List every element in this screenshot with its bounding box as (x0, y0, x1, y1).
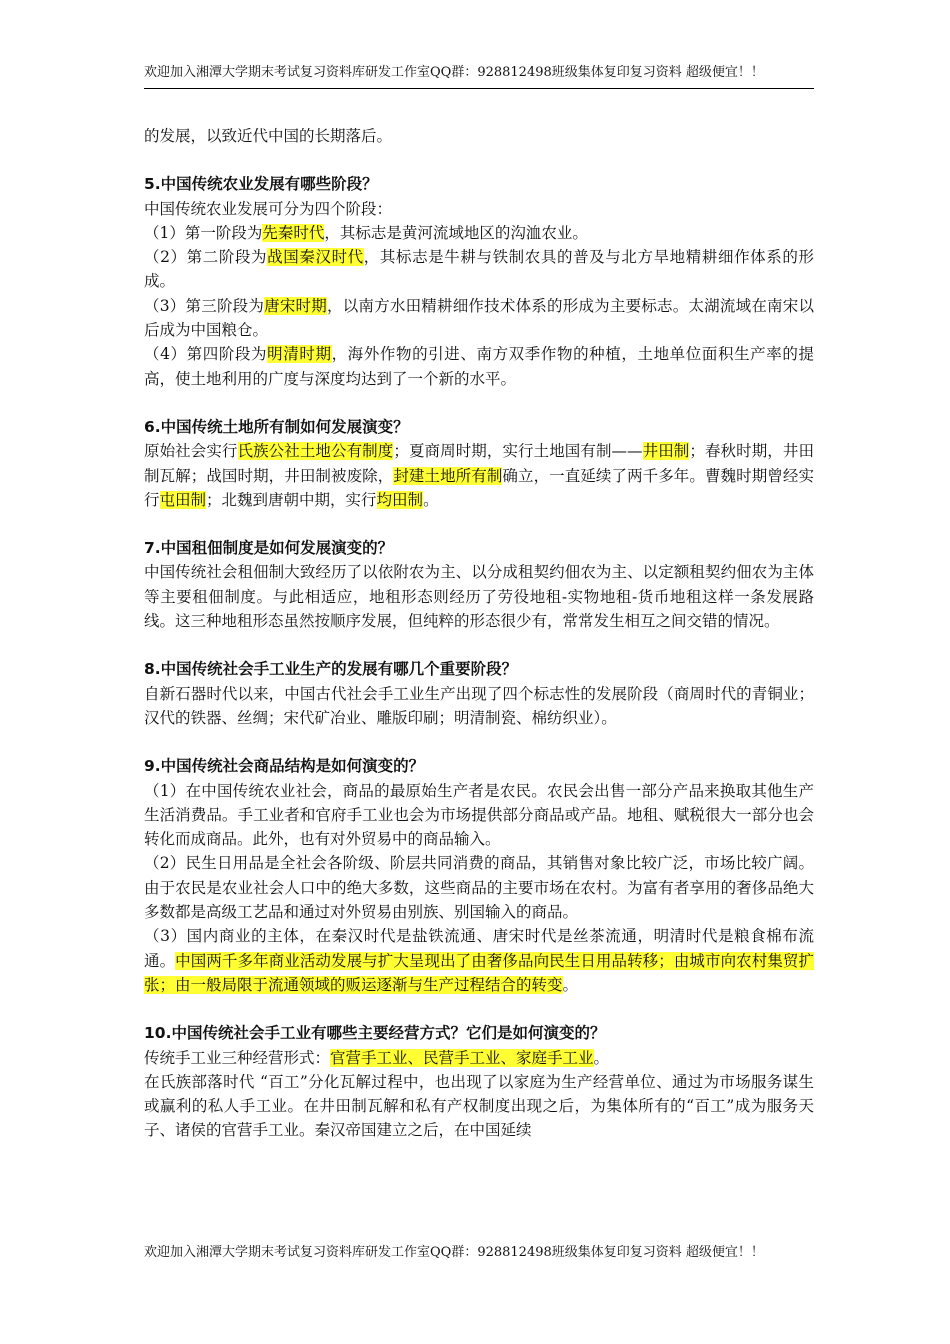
intro-paragraph: 的发展，以致近代中国的长期落后。 (144, 127, 393, 145)
body-text: （2）第二阶段为 (144, 248, 268, 267)
body-text: （2）民生日用品是全社会各阶级、阶层共同消费的商品，其销售对象比较广泛，市场比较广阔。由于农民是农业社会人口中的绝大多数，这些商品的主要市场在农村。为富有者享用的奢侈品绝大多数都是高级工艺品和通过对外贸易由别族、别国输入的商品。 (144, 854, 814, 922)
sections-container (144, 172, 814, 1142)
page-header: 欢迎加入湘潭大学期末考试复习资料库研发工作室QQ群：928812498班级集体复印复习资料 超级便宜！！ (144, 64, 814, 89)
highlighted-text: 屯田制 (159, 490, 207, 509)
highlighted-text: 明清时期 (267, 345, 332, 364)
section-paragraph (144, 197, 814, 221)
highlighted-text: 井田制 (642, 442, 690, 461)
highlighted-text: 均田制 (376, 490, 424, 509)
section-paragraph (144, 924, 814, 997)
body-text: ，其标志是黄河流域地区的沟洫农业。 (324, 223, 588, 242)
highlighted-text: 氏族公社土地公有制度 (237, 442, 394, 461)
document-body (144, 124, 814, 1143)
body-text: 自新石器时代以来，中国古代社会手工业生产出现了四个标志性的发展阶段（商周时代的青铜业；汉代的铁器、丝绸；宋代矿冶业、雕版印刷；明清制瓷、棉纺织业）。 (144, 684, 814, 727)
section-heading: 7.中国租佃制度是如何发展演变的？ (144, 539, 394, 558)
body-text: 确立，一直延续了两千多年。曹魏时期曾经实行 (144, 466, 814, 509)
body-text: 在氏族部落时代 “百工”分化瓦解过程中，也出现了以家庭为生产经营单位、通过为市场服务谋生或赢利的私人手工业。在井田制瓦解和私有产权制度出现之后，为集体所有的“百工”成为服务天子、诸侯的官营手工业。秦汉帝国建立之后，在中国延续 (144, 1072, 814, 1140)
section-heading: 8.中国传统社会手工业生产的发展有哪几个重要阶段？ (144, 660, 518, 679)
body-text: 传统手工业三种经营形式： (144, 1048, 331, 1067)
section-paragraph (144, 851, 814, 924)
section-paragraph (144, 1070, 814, 1143)
body-text: （1）第一阶段为 (144, 223, 263, 242)
section-heading: 5.中国传统农业发展有哪些阶段？ (144, 175, 378, 194)
section-heading: 10.中国传统社会手工业有哪些主要经营方式？它们是如何演变的？ (144, 1024, 606, 1043)
highlighted-text: 唐宋时期 (264, 296, 327, 315)
body-text: （4）第四阶段为 (144, 345, 268, 364)
section-paragraph (144, 560, 814, 633)
page-footer: 欢迎加入湘潭大学期末考试复习资料库研发工作室QQ群：928812498班级集体复印复习资料 超级便宜！！ (144, 1245, 764, 1260)
body-text: ，海外作物的引进、南方双季作物的种植，土地单位面积生产率的提高，使土地利用的广度与深度均达到了一个新的水平。 (144, 345, 814, 388)
body-text: （1）在中国传统农业社会，商品的最原始生产者是农民。农民会出售一部分产品来换取其他生产生活消费品。手工业者和官府手工业也会为市场提供部分商品或产品。地租、赋税很大一部分也会转化而成商品。此外，也有对外贸易中的商品输入。 (144, 781, 814, 849)
body-text: 。 (593, 1048, 610, 1067)
section-heading: 9.中国传统社会商品结构是如何演变的？ (144, 757, 425, 776)
body-text: 中国传统社会租佃制大致经历了以依附农为主、以分成租契约佃农为主、以定额租契约佃农为主体等主要租佃制度。与此相适应，地租形态则经历了劳役地租-实物地租-货币地租这样一条发展路线。这三种地租形态虽然按顺序发展，但纯粹的形态很少有，常常发生相互之间交错的情况。 (144, 563, 814, 631)
body-text: ，其标志是牛耕与铁制农具的普及与北方旱地精耕细作体系的形成。 (144, 248, 814, 291)
body-text: ；夏商周时期，实行土地国有制—— (393, 442, 643, 461)
body-text: ；春秋时期，井田制瓦解；战国时期，井田制被废除， (144, 442, 814, 485)
section-paragraph (144, 439, 814, 512)
section-paragraph (144, 779, 814, 852)
body-text: （3）第三阶段为 (144, 296, 265, 315)
body-text: ；北魏到唐朝中期，实行 (206, 490, 377, 509)
section-paragraph (144, 221, 814, 245)
body-text: 。 (423, 490, 439, 509)
highlighted-text: 中国两千多年商业活动发展与扩大呈现出了由奢侈品向民生日用品转移；由城市向农村集贸扩张；由一般局限于流通领域的贩运逐渐与生产过程结合的转变 (144, 951, 814, 994)
body-text: 。 (562, 975, 579, 994)
body-text: 原始社会实行 (144, 442, 238, 461)
section-paragraph (144, 294, 814, 343)
body-text: ，以南方水田精耕细作技术体系的形成为主要标志。太湖流域在南宋以后成为中国粮仓。 (144, 296, 814, 340)
section-paragraph (144, 1046, 814, 1070)
section-heading: 6.中国传统土地所有制如何发展演变？ (144, 417, 409, 436)
section-paragraph (144, 342, 814, 391)
body-text: （3）国内商业的主体，在秦汉时代是盐铁流通、唐宋时代是丝茶流通，明清时代是粮食棉布流通。 (144, 927, 814, 970)
body-text: 中国传统农业发展可分为四个阶段： (144, 199, 393, 218)
highlighted-text: 战国秦汉时代 (267, 248, 364, 267)
highlighted-text: 封建土地所有制 (393, 466, 503, 485)
section-paragraph (144, 245, 814, 294)
highlighted-text: 官营手工业、民营手工业、家庭手工业 (330, 1048, 594, 1067)
highlighted-text: 先秦时代 (262, 223, 325, 242)
section-paragraph (144, 682, 814, 731)
